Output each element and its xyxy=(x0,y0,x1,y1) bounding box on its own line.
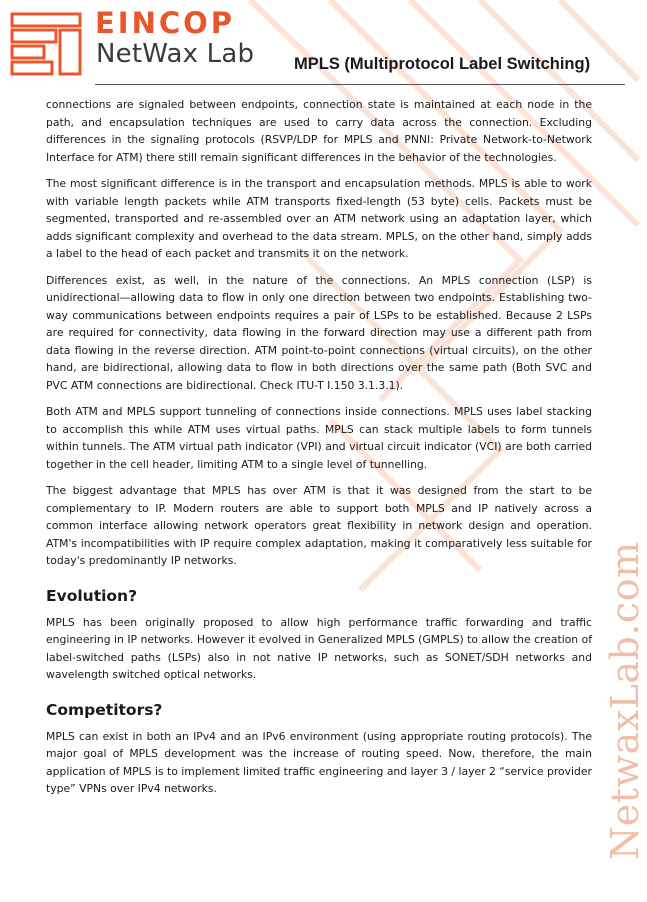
paragraph-tunneling: Both ATM and MPLS support tunneling of connections inside connections. MPLS uses label stacking to accomplish this while ATM uses virtual paths. MPLS can stack multiple labels to form tunnels within tunnels. The ATM virtual path indicator (VPI) and virtual circuit indicator (VCI) are both carried together in the cell header, limiting ATM to a single level of tunnelling. xyxy=(46,405,592,471)
paragraph-transport: The most significant difference is in the transport and encapsulation methods. MPLS is able to work with variable length packets while ATM transports fixed-length (53 byte) cells. Packets must be segmented, transported and re-assembled over an ATM network using an adaptation layer, which adds significant complexity and overhead to the data stream. MPLS, on the other hand, simply adds a label to the head of each packet and transmits it on the network. xyxy=(46,177,592,260)
eincop-logo-icon xyxy=(10,12,82,76)
paragraph-connections: Differences exist, as well, in the nature of the connections. An MPLS connection (LSP) is unidirectional—allowing data to flow in only one direction between two endpoints. Establishing two-way communications between endpoints requires a pair of LSPs to be established. Because 2 LSPs are required for connectivity, data flowing in the forward direction may use a different path from data flowing in the reverse direction. ATM point-to-point connections (virtual circuits), on the other hand, are bidirectional, allowing data to flow in both directions over the same path (Both SVC and PVC ATM connections are bidirectional. Check ITU-T I.150 3.1.3.1). xyxy=(46,273,592,392)
page-header xyxy=(0,0,638,92)
page-title: MPLS (Multiprotocol Label Switching) xyxy=(294,55,591,73)
brand-name: EINCOP xyxy=(95,6,236,40)
header-divider xyxy=(95,84,625,85)
heading-evolution: Evolution? xyxy=(46,586,138,605)
brand-subtitle: NetWax Lab xyxy=(96,39,255,69)
website-watermark: NetwaxLab.com xyxy=(603,541,647,860)
paragraph-evolution: MPLS has been originally proposed to allow high performance traffic forwarding and traffic engineering in IP networks. However it evolved in Generalized MPLS (GMPLS) to allow the creation of label-switched paths (LSPs) also in not native IP networks, such as SONET/SDH networks and wavelength switched optical networks. xyxy=(46,615,592,681)
paragraph-advantage: The biggest advantage that MPLS has over ATM is that it was designed from the start to be complementary to IP. Modern routers are able to support both MPLS and IP natively across a common interface allowing network operators great flexibility in network design and operation. ATM's incompatibilities with IP require complex adaptation, making it comparatively less suitable for today's predominantly IP networks. xyxy=(46,484,592,567)
paragraph-signaling: connections are signaled between endpoints, connection state is maintained at each node in the path, and encapsulation techniques are used to carry data across the connection. Excluding differences in the signaling protocols (RSVP/LDP for MPLS and PNNI: Private Network-to-Network Interface for ATM) there still remain significant differences in the behavior of the technologies. xyxy=(46,98,592,164)
heading-competitors: Competitors? xyxy=(46,700,163,719)
paragraph-competitors: MPLS can exist in both an IPv4 and an IPv6 environment (using appropriate routing protocols). The major goal of MPLS development was the increase of routing speed. Now, therefore, the main application of MPLS is to implement limited traffic engineering and layer 3 / layer 2 “service provider type” VPNs over IPv4 networks. xyxy=(46,729,592,795)
document-body xyxy=(46,96,592,807)
